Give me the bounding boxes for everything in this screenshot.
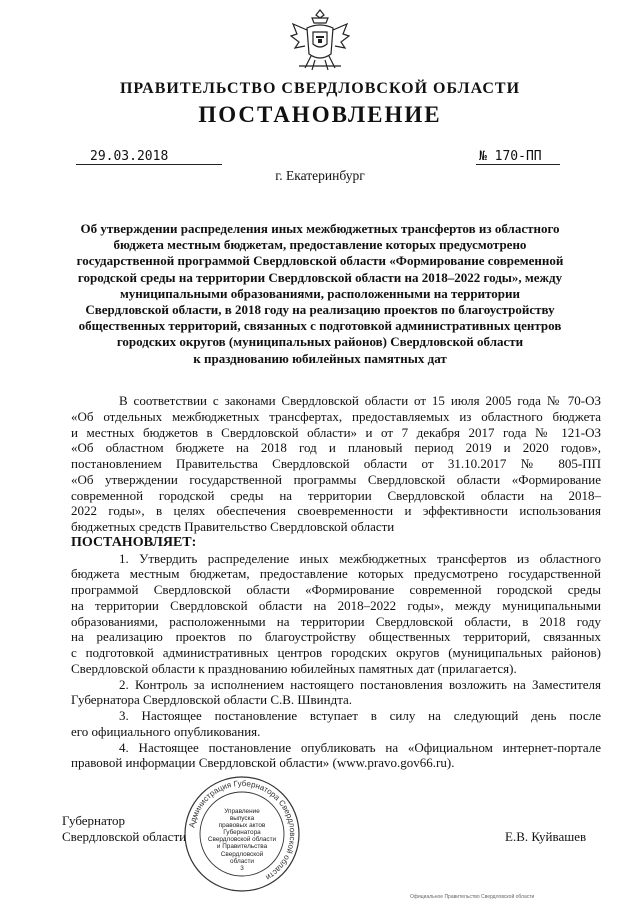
item-line: на территории Свердловской области на 2018–2022 годы», между муниципальными: [71, 597, 601, 613]
preamble-line: «Об утверждении государственной программы Свердловской области «Формирование: [71, 471, 601, 487]
signatory-position: [62, 813, 186, 845]
coat-of-arms-icon: [285, 6, 355, 76]
document-city: г. Екатеринбург: [275, 168, 365, 183]
preamble-line: «Об областном бюджете на 2018 год и плановый период 2019 и 2020 годов»,: [71, 440, 601, 456]
stamp-inner-text: [198, 808, 286, 872]
preamble-line: «Об отдельных межбюджетных трансфертах, предоставляемых из областного бюджета: [71, 408, 601, 424]
item-line: 3. Настоящее постановление вступает в силу на следующий день после: [119, 708, 601, 723]
title-line: государственной программой Свердловской области «Формирование современной: [76, 253, 564, 269]
preamble-line: и местных бюджетов в Свердловской области» и от 7 декабря 2017 года № 121-ОЗ: [71, 424, 601, 440]
item-line: программой Свердловской области «Формирование современной городской среды: [71, 582, 601, 597]
title-line: к празднованию юбилейных памятных дат: [193, 350, 447, 366]
stamp-line: Управление: [224, 808, 260, 815]
stamp-line: Свердловской: [220, 850, 264, 858]
preamble-line: современной городской среды на территории Свердловской области на 2018–: [71, 487, 601, 503]
title-line: общественных территорий, связанных с подготовкой административных центров: [78, 318, 562, 334]
stamp-line: области: [230, 857, 254, 865]
item-line: Губернатора Свердловской области С.В. Швиндта.: [71, 692, 353, 708]
document-title: [70, 221, 570, 367]
title-line: городских округов (муниципальных районов) Свердловской области: [116, 334, 524, 350]
signatory-name: Е.В. Куйвашев: [505, 829, 587, 844]
government-name: ПРАВИТЕЛЬСТВО СВЕРДЛОВСКОЙ ОБЛАСТИ: [119, 80, 521, 97]
title-line: Свердловской области, в 2018 году на реализацию проектов по благоустройству: [85, 302, 555, 318]
preamble-line: 2022 годы», в целях обеспечения своевременности и эффективности использования: [71, 503, 601, 519]
item-1: [71, 551, 601, 677]
item-4: [71, 740, 601, 772]
number-underline: [476, 164, 560, 165]
stamp-line: и Правительства: [216, 843, 268, 851]
document-date: 29.03.2018: [90, 149, 169, 164]
date-underline: [76, 164, 222, 165]
footer-note: Официальное Правительство Свердловской области: [410, 894, 535, 900]
stamp-line: выпуска: [229, 815, 255, 823]
title-line: муниципальными образованиями, расположенными на территории: [119, 285, 521, 301]
item-line: с подготовкой административных центров городских округов (муниципальных районов): [71, 645, 601, 660]
preamble: [71, 393, 601, 535]
item-line: его официального опубликования.: [71, 723, 261, 739]
item-line: Свердловской области к празднованию юбилейных памятных дат (прилагается).: [71, 660, 517, 676]
item-3: [71, 708, 601, 740]
title-line: Об утверждении распределения иных межбюджетных трансфертов из областного: [80, 221, 560, 236]
item-line: 4. Настоящее постановление опубликовать на «Официальном интернет-портале: [119, 739, 601, 755]
item-line: 1. Утвердить распределение иных межбюджетных трансфертов из областного: [119, 550, 601, 566]
stamp-line: 3: [240, 864, 244, 872]
document-number: № 170-ПП: [479, 149, 542, 164]
title-line: городской среды на территории Свердловской области на 2018–2022 годы», между: [77, 269, 563, 285]
stamp-line: правовых актов: [218, 822, 266, 830]
preamble-line: постановлением Правительства Свердловской области от 31.10.2017 № 805-ПП: [71, 456, 601, 471]
stamp-line: Губернатора: [223, 829, 261, 837]
document-body: [71, 393, 601, 771]
title-line: бюджета местным бюджетам, предоставление которых предусмотрено: [113, 237, 527, 253]
item-2: [71, 677, 601, 709]
item-line: бюджета местным бюджетам, предоставление которых предусмотрено государственной: [71, 566, 601, 582]
stamp-ring-text: Администрация Губернатора Свердловской области: [187, 778, 298, 883]
decree-word: ПОСТАНОВЛЯЕТ:: [71, 534, 197, 550]
signatory-position-line: Свердловской области: [62, 829, 187, 844]
item-line: на реализацию проектов по благоустройству общественных территорий, связанных: [71, 629, 601, 645]
item-line: образованиями, расположенными на территории Свердловской области, в 2018 году: [71, 613, 601, 629]
preamble-line: В соответствии с законами Свердловской области от 15 июля 2005 года № 70-ОЗ: [119, 393, 601, 408]
document-type: ПОСТАНОВЛЕНИЕ: [198, 102, 442, 127]
item-line: правовой информации Свердловской области» (www.pravo.gov66.ru).: [71, 755, 455, 771]
preamble-line: бюджетных средств Правительство Свердловской области: [71, 519, 395, 534]
stamp-line: Свердловской области: [207, 836, 277, 844]
signatory-position-line: Губернатор: [62, 813, 125, 828]
item-line: 2. Контроль за исполнением настоящего постановления возложить на Заместителя: [119, 676, 601, 692]
